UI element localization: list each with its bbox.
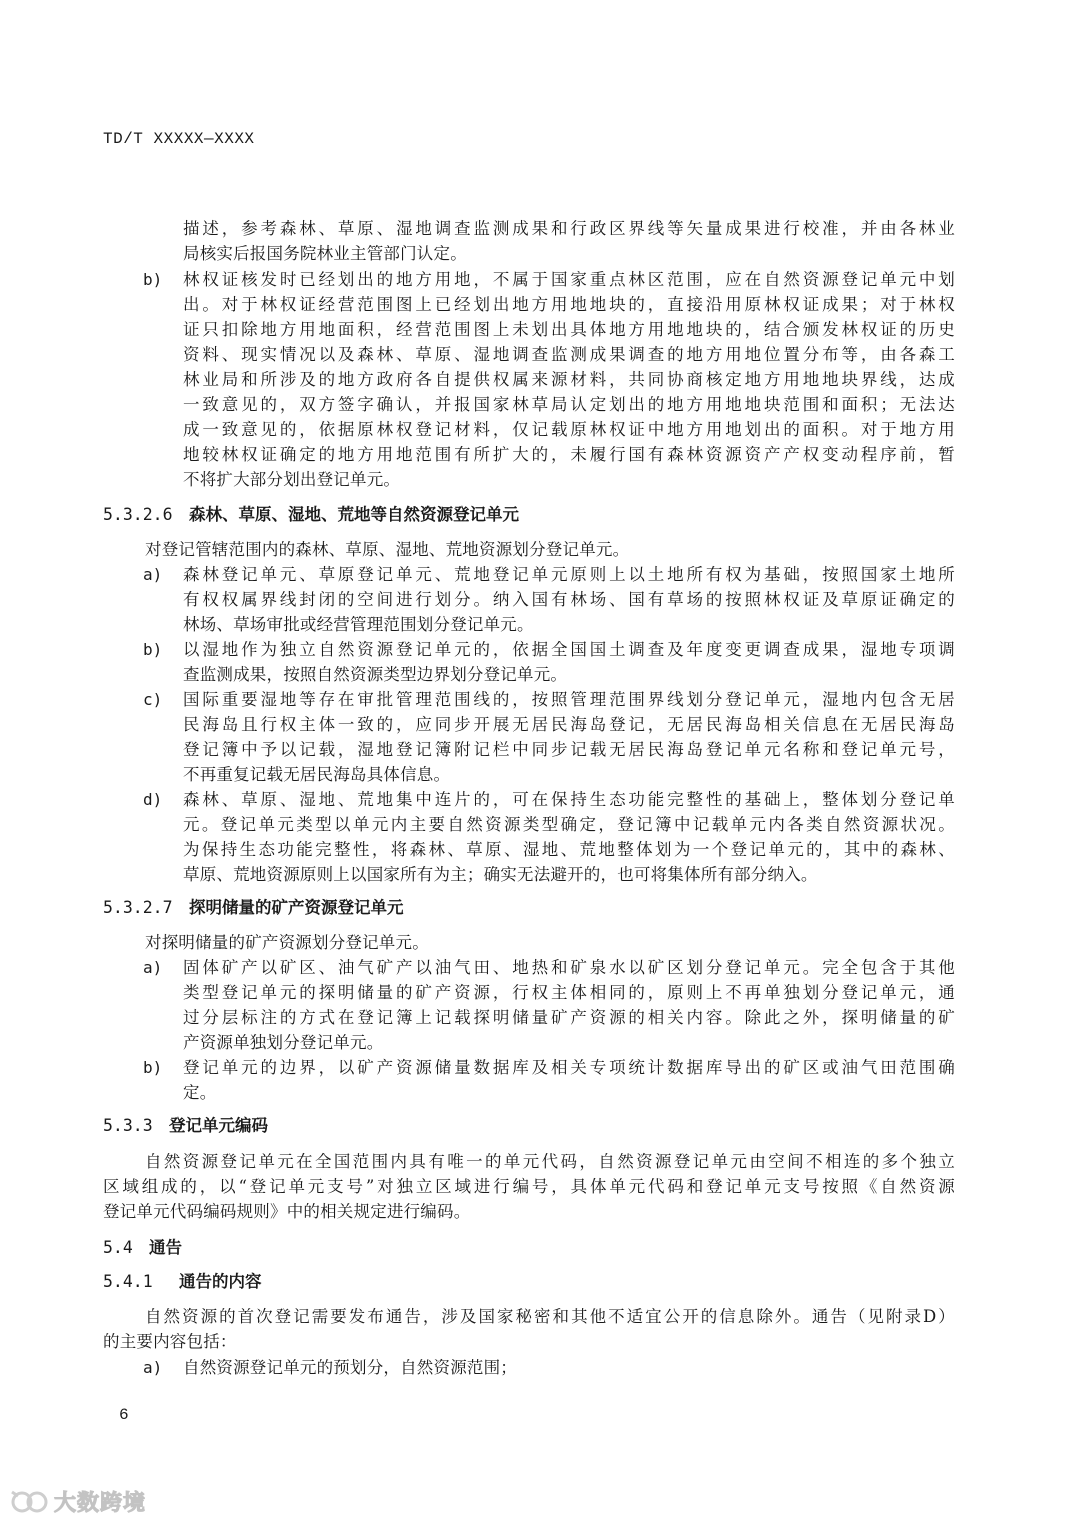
list-item-line: 固体矿产以矿区、油气矿产以油气田、地热和矿泉水以矿区划分登记单元。完全包含于其他: [183, 958, 955, 977]
document-id: TD/T XXXXX—XXXX: [103, 130, 255, 148]
list-item-line: 查监测成果，按照自然资源类型边界划分登记单元。: [183, 665, 568, 684]
watermark-text: 大数跨境: [54, 1491, 147, 1516]
list-item-line: 林权证核发时已经划出的地方用地，不属于国家重点林区范围，应在自然资源登记单元中划: [183, 270, 955, 289]
list-item-line: 元。登记单元类型以单元内主要自然资源类型确定，登记簿中记载单元内各类自然资源状况。: [183, 815, 955, 834]
list-marker: b): [143, 270, 163, 289]
list-item-line: 以湿地作为独立自然资源登记单元的，依据全国国土调查及年度变更调查成果，湿地专项调: [183, 640, 955, 659]
list-marker: a): [143, 1358, 163, 1377]
paragraph-line: 自然资源登记单元在全国范围内具有唯一的单元代码，自然资源登记单元由空间不相连的多个独立: [145, 1152, 955, 1171]
watermark-logo-icon: [10, 1488, 50, 1516]
paragraph-line: 登记单元代码编码规则》中的相关规定进行编码。: [103, 1202, 471, 1221]
section-title: 通告: [149, 1238, 182, 1257]
section-heading-541: [103, 1270, 262, 1294]
paragraph-line: 对登记管辖范围内的森林、草原、湿地、荒地资源划分登记单元。: [145, 540, 630, 559]
watermark: [10, 1486, 146, 1517]
page-number: 6: [119, 1406, 129, 1424]
list-item-line: 定。: [183, 1083, 217, 1102]
section-title: 森林、草原、湿地、荒地等自然资源登记单元: [189, 505, 519, 524]
section-heading-533: [103, 1114, 268, 1138]
list-item-line: 资料、现实情况以及森林、草原、湿地调查监测成果调查的地方用地位置分布等，由各森工: [183, 345, 955, 364]
list-item-line: 自然资源登记单元的预划分，自然资源范围；: [183, 1358, 517, 1377]
list-marker: a): [143, 958, 163, 977]
paragraph-line: 描述，参考森林、草原、湿地调查监测成果和行政区界线等矢量成果进行校准，并由各林业: [183, 219, 955, 238]
section-heading-54: [103, 1236, 182, 1260]
list-item-line: 林场、草场审批或经营管理范围划分登记单元。: [183, 615, 534, 634]
list-item-line: 森林、草原、湿地、荒地集中连片的，可在保持生态功能完整性的基础上，整体划分登记单: [183, 790, 955, 809]
list-item-line: 登记单元的边界，以矿产资源储量数据库及相关专项统计数据库导出的矿区或油气田范围确: [183, 1058, 955, 1077]
list-item-line: 成一致意见的，依据原林权登记材料，仅记载原林权证中地方用地划出的面积。对于地方用: [183, 420, 955, 439]
paragraph-line: 局核实后报国务院林业主管部门认定。: [183, 244, 467, 263]
list-item-line: 出。对于林权证经营范围图上已经划出地方用地地块的，直接沿用原林权证成果；对于林权: [183, 295, 955, 314]
section-number: 5.3.2.7: [103, 898, 173, 917]
paragraph-line: 自然资源的首次登记需要发布通告，涉及国家秘密和其他不适宜公开的信息除外。通告（见附录D）: [145, 1307, 955, 1326]
paragraph-line: 对探明储量的矿产资源划分登记单元。: [145, 933, 429, 952]
list-marker: d): [143, 790, 163, 809]
section-heading-5327: [103, 896, 404, 920]
section-number: 5.3.3: [103, 1116, 153, 1135]
list-item-line: 为保持生态功能完整性，将森林、草原、湿地、荒地整体划为一个登记单元的，其中的森林、: [183, 840, 955, 859]
list-marker: b): [143, 1058, 163, 1077]
list-marker: b): [143, 640, 163, 659]
list-item-line: 证只扣除地方用地面积，经营范围图上未划出具体地方用地地块的，结合颁发林权证的历史: [183, 320, 955, 339]
list-item-line: 不将扩大部分划出登记单元。: [183, 470, 401, 489]
list-item-line: 草原、荒地资源原则上以国家所有为主；确实无法避开的，也可将集体所有部分纳入。: [183, 865, 818, 884]
paragraph-line: 的主要内容包括：: [103, 1332, 237, 1351]
list-marker: a): [143, 565, 163, 584]
list-item-line: 过分层标注的方式在登记簿上记载探明储量矿产资源的相关内容。除此之外，探明储量的矿: [183, 1008, 955, 1027]
paragraph-line: 区域组成的，以“登记单元支号”对独立区域进行编号，具体单元代码和登记单元支号按照《自然资源: [103, 1177, 955, 1196]
section-number: 5.4.1: [103, 1272, 153, 1291]
list-item-line: 森林登记单元、草原登记单元、荒地登记单元原则上以土地所有权为基础，按照国家土地所: [183, 565, 955, 584]
section-number: 5.4: [103, 1238, 133, 1257]
list-item-line: 民海岛且行权主体一致的，应同步开展无居民海岛登记，无居民海岛相关信息在无居民海岛: [183, 715, 955, 734]
section-title: 通告的内容: [179, 1272, 262, 1291]
list-item-line: 国际重要湿地等存在审批管理范围线的，按照管理范围界线划分登记单元，湿地内包含无居: [183, 690, 955, 709]
list-item-line: 登记簿中予以记载，湿地登记簿附记栏中同步记载无居民海岛登记单元名称和登记单元号，: [183, 740, 955, 759]
list-item-line: 不再重复记载无居民海岛具体信息。: [183, 765, 451, 784]
list-item-line: 产资源单独划分登记单元。: [183, 1033, 384, 1052]
section-heading-5326: [103, 503, 519, 527]
list-item-line: 一致意见的，双方签字确认，并报国家林草局认定划出的地方用地地块范围和面积；无法达: [183, 395, 955, 414]
list-item-line: 地较林权证确定的地方用地范围有所扩大的，未履行国有森林资源资产产权变动程序前，暂: [183, 445, 955, 464]
section-title: 登记单元编码: [169, 1116, 268, 1135]
section-title: 探明储量的矿产资源登记单元: [189, 898, 404, 917]
list-item-line: 林业局和所涉及的地方政府各自提供权属来源材料，共同协商核定地方用地地块界线，达成: [183, 370, 955, 389]
list-marker: c): [143, 690, 163, 709]
list-item-line: 类型登记单元的探明储量的矿产资源，行权主体相同的，原则上不再单独划分登记单元，通: [183, 983, 955, 1002]
section-number: 5.3.2.6: [103, 505, 173, 524]
list-item-line: 有权权属界线封闭的空间进行划分。纳入国有林场、国有草场的按照林权证及草原证确定的: [183, 590, 955, 609]
